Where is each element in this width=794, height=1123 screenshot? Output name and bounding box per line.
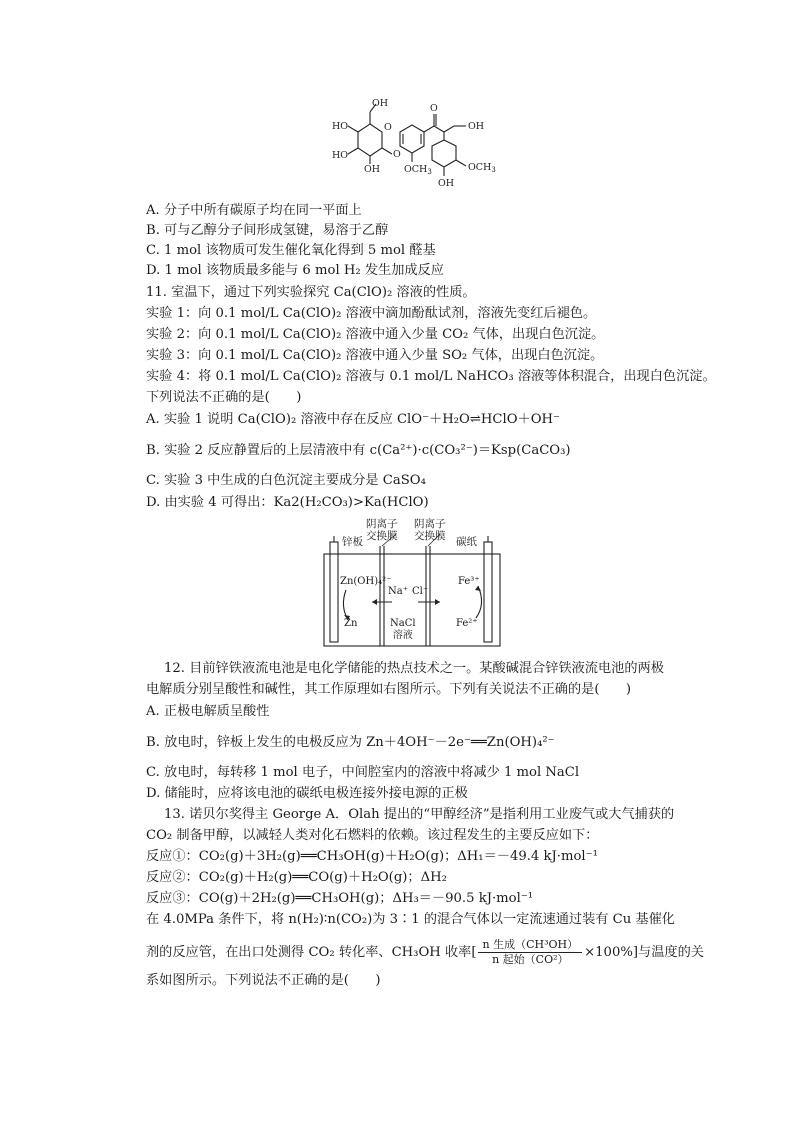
q11-stem: 11. 室温下，通过下列实验探究 Ca(ClO)₂ 溶液的性质。 xyxy=(146,285,476,300)
na-ion-label: Na⁺ xyxy=(388,586,408,597)
q11-exp3: 实验 3：向 0.1 mol/L Ca(ClO)₂ 溶液中通入少量 SO₂ 气体，出现白色沉淀。 xyxy=(146,348,604,363)
svg-text:O: O xyxy=(384,122,392,133)
q11-option-d: D. 由实验 4 可得出：Ka2(H₂CO₃)>Ka(HClO) xyxy=(146,495,429,510)
svg-text:O: O xyxy=(393,149,401,160)
q11-exp2: 实验 2：向 0.1 mol/L Ca(ClO)₂ 溶液中通入少量 CO₂ 气体，出现白色沉淀。 xyxy=(146,327,605,342)
q12-stem-1: 12. 目前锌铁液流电池是电化学储能的热点技术之一。某酸碱混合锌铁液流电池的两极 xyxy=(164,661,664,676)
q10-option-b: B. 可与乙醇分子间形成氢键，易溶于乙醇 xyxy=(146,223,389,238)
q13-stem-2: CO₂ 制备甲醇，以减轻人类对化石燃料的依赖。该过程发生的主要反应如下： xyxy=(146,828,599,843)
nacl-line: NaCl xyxy=(390,618,416,629)
nacl-line: 溶液 xyxy=(392,630,413,641)
flow-battery-diagram xyxy=(318,520,506,648)
q10-option-d: D. 1 mol 该物质最多能与 6 mol H₂ 发生加成反应 xyxy=(146,263,444,278)
membrane-label-line: 阴离子 xyxy=(414,518,446,530)
svg-text:OH: OH xyxy=(468,121,485,132)
q12-option-c: C. 放电时，每转移 1 mol 电子，中间腔室内的溶液中将减少 1 mol NaCl xyxy=(146,765,580,780)
q11-question: 下列说法不正确的是( ) xyxy=(146,390,302,405)
svg-text:OCH3: $OCH_3$ xyxy=(468,162,496,174)
q13-stem-1: 13. 诺贝尔奖得主 George A．Olah 提出的“甲醇经济”是指利用工业废气或大气捕获的 xyxy=(164,807,675,822)
q13-reaction-2: 反应②：CO₂(g)＋H₂(g)══CO(g)＋H₂O(g)；ΔH₂ xyxy=(146,870,447,885)
q10-option-a: A. 分子中所有碳原子均在同一平面上 xyxy=(146,203,362,218)
q10-option-c: C. 1 mol 该物质可发生催化氧化得到 5 mol 醛基 xyxy=(146,243,436,258)
svg-text:HO: HO xyxy=(332,150,349,161)
zincate-label: Zn(OH)₄²⁻ xyxy=(340,576,392,587)
yield-fraction xyxy=(478,938,582,967)
svg-text:OH: OH xyxy=(372,98,389,109)
fraction-numerator: n 生成（CH³OH） xyxy=(478,938,582,953)
q11-option-a: A. 实验 1 说明 Ca(ClO)₂ 溶液中存在反应 ClO⁻＋H₂O⇌HClO＋OH⁻ xyxy=(146,412,560,427)
membrane-label-line: 交换膜 xyxy=(366,530,398,542)
svg-text:HO: HO xyxy=(332,121,349,132)
zn-label: Zn xyxy=(344,618,358,629)
anode-membrane-label xyxy=(414,518,446,542)
q13-condition-3: 系如图所示。下列说法不正确的是( ) xyxy=(146,973,381,988)
svg-text:O: O xyxy=(430,103,438,114)
q13-condition-2 xyxy=(146,938,704,967)
fe3-label: Fe³⁺ xyxy=(458,576,480,587)
cl-ion-label: Cl⁻ xyxy=(412,586,429,597)
svg-text:OH: OH xyxy=(364,164,381,175)
q11-option-c: C. 实验 3 中生成的白色沉淀主要成分是 CaSO₄ xyxy=(146,473,426,488)
cathode-membrane-label xyxy=(366,518,398,542)
q13-reaction-1: 反应①：CO₂(g)＋3H₂(g)══CH₃OH(g)＋H₂O(g)；ΔH₁＝－49.4 kJ·mol⁻¹ xyxy=(146,849,598,864)
q12-option-d: D. 储能时，应将该电池的碳纸电极连接外接电源的正极 xyxy=(146,786,468,801)
carbon-paper-label: 碳纸 xyxy=(456,536,477,548)
svg-text:OH: OH xyxy=(438,178,455,189)
q13-condition-2a: 剂的反应管，在出口处测得 CO₂ 转化率、CH₃OH 收率[ xyxy=(146,945,477,960)
zinc-plate-label: 锌板 xyxy=(342,536,363,548)
q11-option-b: B. 实验 2 反应静置后的上层清液中有 c(Ca²⁺)·c(CO₃²⁻)＝Ksp(CaCO₃) xyxy=(146,443,571,458)
q11-exp4: 实验 4：将 0.1 mol/L Ca(ClO)₂ 溶液与 0.1 mol/L NaHCO₃ 溶液等体积混合，出现白色沉淀。 xyxy=(146,369,716,384)
molecule-structure xyxy=(320,98,510,196)
fe2-label: Fe²⁺ xyxy=(456,618,478,629)
q12-stem-2: 电解质分别呈酸性和碱性，其工作原理如右图所示。下列有关说法不正确的是( ) xyxy=(146,682,632,697)
q13-condition-1: 在 4.0MPa 条件下，将 n(H₂)∶n(CO₂)为 3∶1 的混合气体以一定流速通过装有 Cu 基催化 xyxy=(146,912,675,927)
membrane-label-line: 交换膜 xyxy=(414,530,446,542)
membrane-label-line: 阴离子 xyxy=(366,518,398,530)
svg-text:OCH3: $OCH_3$ xyxy=(404,164,432,176)
q13-condition-2b: ×100%]与温度的关 xyxy=(584,945,704,960)
q13-reaction-3: 反应③：CO(g)＋2H₂(g)══CH₃OH(g)；ΔH₃＝－90.5 kJ·mol⁻¹ xyxy=(146,891,534,906)
fraction-denominator: n 起始（CO²） xyxy=(492,953,569,966)
q11-exp1: 实验 1：向 0.1 mol/L Ca(ClO)₂ 溶液中滴加酚酞试剂，溶液先变红后褪色。 xyxy=(146,306,597,321)
q12-option-b: B. 放电时，锌板上发生的电极反应为 Zn＋4OH⁻－2e⁻══Zn(OH)₄²⁻ xyxy=(146,735,555,750)
q12-option-a: A. 正极电解质呈酸性 xyxy=(146,704,270,719)
nacl-solution-label xyxy=(390,618,416,642)
